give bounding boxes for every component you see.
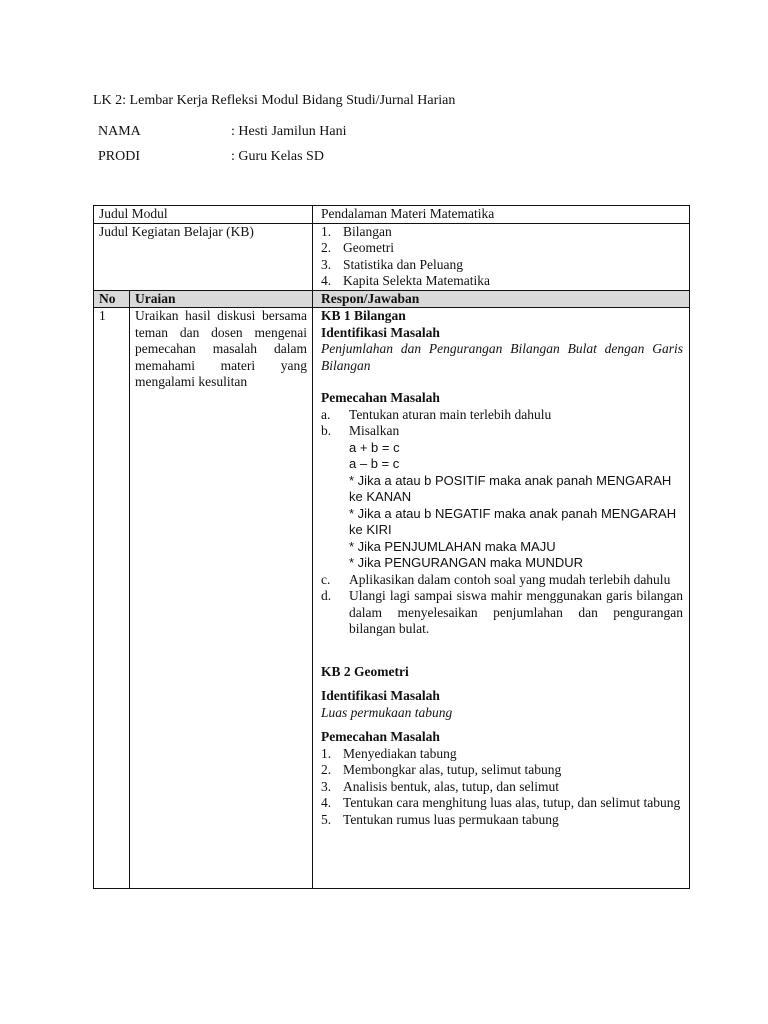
list-item: 3. Analisis bentuk, alas, tutup, dan selimut	[321, 778, 559, 794]
kb1-steps-cd	[321, 572, 683, 638]
judul-kb-row	[94, 223, 690, 290]
nama-value: : Hesti Jamilun Hani	[231, 124, 347, 139]
nama-row	[98, 124, 347, 140]
list-item: 2. Membongkar alas, tutup, selimut tabung	[321, 762, 562, 777]
reflection-table	[93, 205, 690, 889]
list-item: c. Aplikasikan dalam contoh soal yang mudah terlebih dahulu	[321, 571, 671, 587]
kb1-identifikasi-label: Identifikasi Masalah	[321, 324, 440, 340]
kb1-title: KB 1 Bilangan	[321, 308, 406, 323]
list-item: 5. Tentukan rumus luas permukaan tabung	[321, 811, 559, 827]
nama-label: NAMA	[98, 124, 141, 139]
kb1-steps	[321, 407, 683, 440]
list-item: 3. Statistika dan Peluang	[321, 256, 463, 272]
judul-kb-label: Judul Kegiatan Belajar (KB)	[94, 223, 313, 290]
kb1-identifikasi-text: Penjumlahan dan Pengurangan Bilangan Bulat dengan Garis Bilangan	[321, 341, 684, 373]
table-header-row	[94, 290, 690, 308]
prodi-label: PRODI	[98, 149, 141, 164]
list-item: 4. Tentukan cara menghitung luas alas, tutup, dan selimut tabung	[321, 795, 681, 810]
header-no: No	[94, 290, 130, 308]
row-uraian: Uraikan hasil diskusi bersama teman dan dosen mengenai pemecahan masalah dalam memahami materi yang mengalami kesulitan	[130, 308, 313, 889]
prodi-row	[98, 149, 324, 165]
list-item: 4. Kapita Selekta Matematika	[321, 273, 490, 288]
row-respon	[313, 308, 690, 889]
kb1-pemecahan-label: Pemecahan Masalah	[321, 390, 440, 405]
kb-list-cell	[313, 223, 690, 290]
judul-modul-row	[94, 206, 690, 224]
judul-modul-label: Judul Modul	[94, 206, 313, 224]
kb2-identifikasi-text: Luas permukaan tabung	[321, 704, 453, 720]
kb-list	[321, 224, 683, 290]
prodi-value: : Guru Kelas SD	[231, 149, 324, 164]
row-no: 1	[94, 308, 130, 889]
kb2-title: KB 2 Geometri	[321, 663, 409, 679]
list-item: b. Misalkan	[321, 423, 400, 438]
judul-modul-value: Pendalaman Materi Matematika	[313, 206, 690, 224]
list-item: a. Tentukan aturan main terlebih dahulu	[321, 406, 552, 422]
list-item: 2. Geometri	[321, 240, 394, 255]
list-item: 1. Menyediakan tabung	[321, 745, 457, 761]
header-uraian: Uraian	[130, 290, 313, 308]
list-item: 1. Bilangan	[321, 223, 392, 239]
list-item: d. Ulangi lagi sampai siswa mahir menggunakan garis bilangan dalam menyelesaikan penjumlahan dan pengurangan bilangan bulat.	[321, 588, 684, 636]
kb2-steps	[321, 746, 683, 829]
kb2-pemecahan-label: Pemecahan Masalah	[321, 729, 440, 744]
page-title: LK 2: Lembar Kerja Refleksi Modul Bidang Studi/Jurnal Harian	[93, 93, 456, 108]
kb2-identifikasi-label: Identifikasi Masalah	[321, 688, 440, 703]
kb1-b-detail: a + b = c a – b = c * Jika a atau b POSITIF maka anak panah MENGARAH ke KANAN * Jika a atau b NEGATIF maka anak panah MENGARAH ke KIRI * Jika PENJUMLAHAN maka MAJU * Jika PENGURANGAN maka MUNDUR	[349, 439, 677, 570]
header-respon: Respon/Jawaban	[313, 290, 690, 308]
table-row	[94, 308, 690, 889]
